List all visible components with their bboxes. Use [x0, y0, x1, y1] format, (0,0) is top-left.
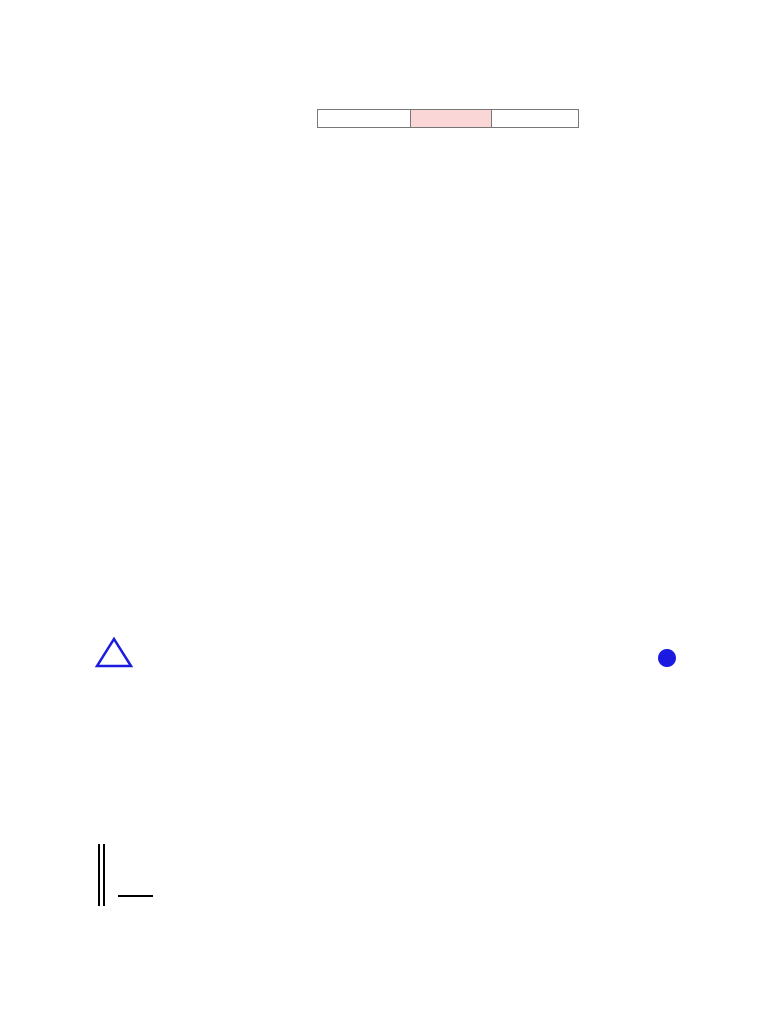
table-header-row	[318, 110, 579, 128]
col-semitonos	[411, 110, 492, 128]
ledger-line-tool[interactable]	[118, 893, 154, 899]
note-color-palette[interactable]	[184, 852, 444, 874]
piano-keyboard	[140, 634, 648, 700]
col-tonos	[492, 110, 579, 128]
triangle-icon[interactable]	[95, 636, 135, 670]
col-intervalo	[318, 110, 411, 128]
double-barline-tool[interactable]	[96, 842, 108, 908]
intervals-table	[317, 109, 579, 128]
music-staff	[94, 712, 674, 842]
blue-dot-icon[interactable]	[656, 647, 678, 669]
